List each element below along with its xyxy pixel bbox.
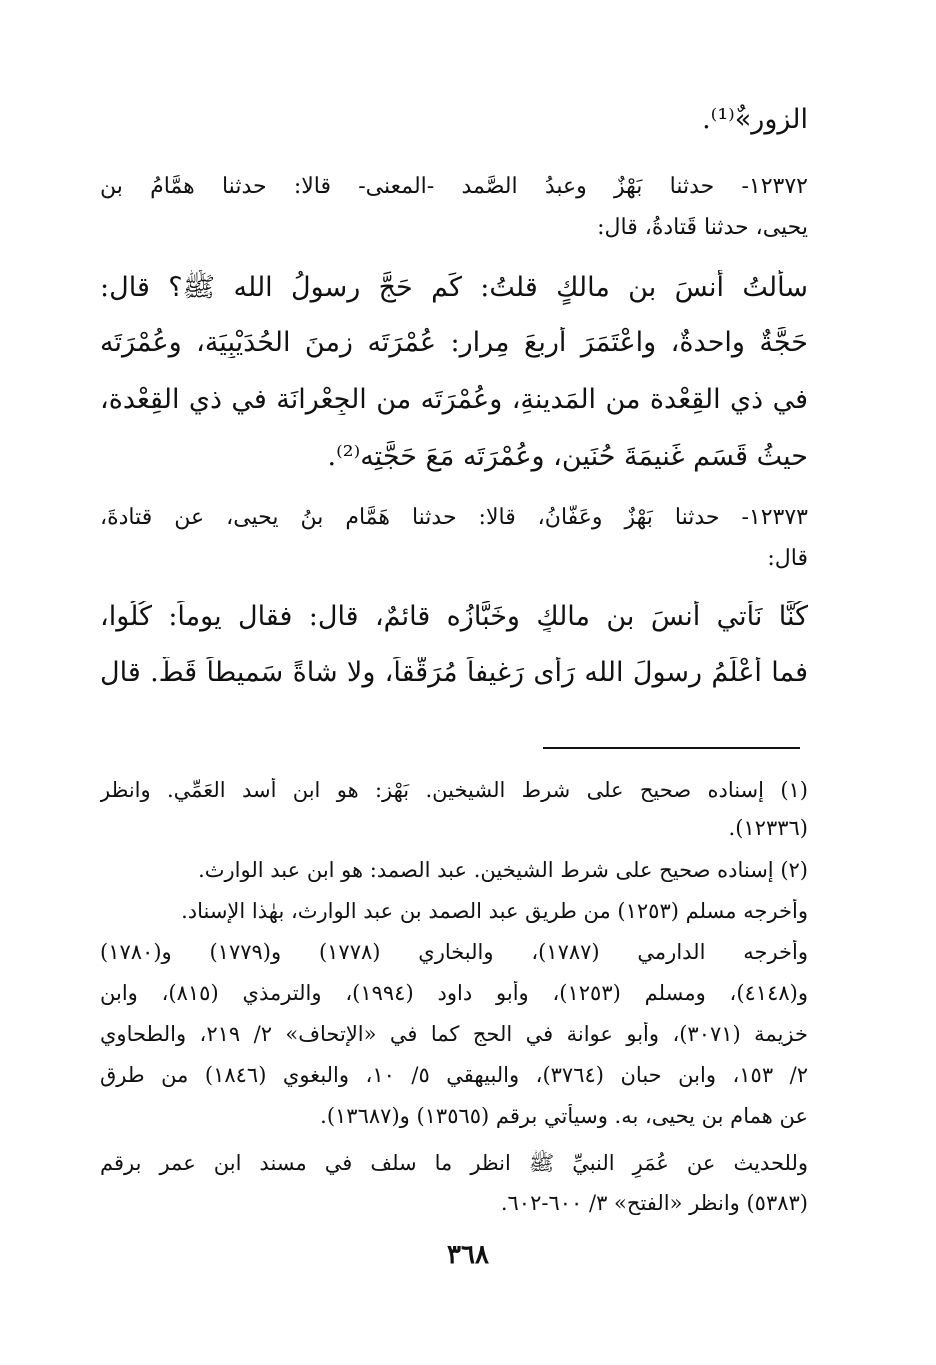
hadith-matn-line: في ذي القِعْدة من المَدينةِ، وعُمْرَتَه من الجِعْرانَة في ذي القِعْدة، bbox=[100, 384, 808, 415]
footnote-line: (٥٣٨٣) وانظر «الفتح» ٣/ ٦٠٠-٦٠٢. bbox=[500, 1191, 808, 1215]
footnote-line: (١) إسناده صحيح على شرط الشيخين. بَهْز: هو ابن أسد العَمِّي. وانظر bbox=[100, 778, 808, 802]
hadith-matn-line: سألتُ أنسَ بن مالكٍ قلتُ: كَم حَجَّ رسولُ الله ﷺ؟ قال: bbox=[100, 272, 808, 303]
hadith-isnad-12373-cont: قال: bbox=[767, 546, 808, 571]
footnote-line: (٢) إسناده صحيح على شرط الشيخين. عبد الصمد: هو ابن عبد الوارث. bbox=[198, 858, 808, 882]
footnote-line: وأخرجه الدارمي (١٧٨٧)، والبخاري (١٧٧٨) و(١٧٧٩) و(١٧٨٠) bbox=[100, 940, 808, 964]
footnote-line: (١٢٣٣٦). bbox=[728, 816, 808, 840]
hadith-isnad-12373: ١٢٣٧٣- حدثنا بَهْزٌ وعَفَّانُ، قالا: حدثنا هَمَّام بنُ يحيى، عن قتادةَ، bbox=[100, 505, 808, 530]
hadith-matn-line: حيثُ قَسَم غَنيمَةَ حُنَينٍ، وعُمْرَتَه مَعَ حَجَّتِه⁽²⁾. bbox=[327, 441, 808, 472]
page-number: ٣٦٨ bbox=[447, 1240, 489, 1270]
footnote-line: و(٤١٤٨)، ومسلم (١٢٥٣)، وأبو داود (١٩٩٤)، والترمذي (٨١٥)، وابن bbox=[100, 981, 808, 1005]
text-line: الزورِ»ٌ⁽¹⁾. bbox=[702, 104, 808, 135]
footnote-line: ٢/ ١٥٣، وابن حبان (٣٧٦٤)، والبيهقي ٥/ ١٠، والبغوي (١٨٤٦) من طرق bbox=[100, 1063, 808, 1087]
hadith-isnad-12372: ١٢٣٧٢- حدثنا بَهْزٌ وعبدُ الصَّمد -المعنى- قالا: حدثنا همَّامُ بن bbox=[100, 174, 808, 199]
footnote-line: وأخرجه مسلم (١٢٥٣) من طريق عبد الصمد بن عبد الوارث، بهٰذا الإسناد. bbox=[181, 899, 808, 923]
hadith-matn-line: كُنَّا نَأتي أنسَ بن مالكٍ وخَبَّازُه قائمٌ، قال: فقال يوماً: كُلُوا، bbox=[100, 601, 808, 632]
footnote-line: وللحديث عن عُمَرِ النبيِّ ﷺ انظر ما سلف في مسند ابن عمر برقم bbox=[100, 1151, 808, 1175]
hadith-matn-line: فما أَعْلَمُ رسولَ الله رَأَى رَغيفاً مُرَقَّقاً، ولا شاةً سَميطاً قَطُّ. قال bbox=[100, 657, 808, 688]
footnote-line: عن همام بن يحيى، به. وسيأتي برقم (١٣٥٦٥) و(١٣٦٨٧). bbox=[320, 1104, 808, 1128]
footnote-separator bbox=[543, 747, 800, 749]
footnote-line: خزيمة (٣٠٧١)، وأبو عوانة في الحج كما في «الإتحاف» ٢/ ٢١٩، والطحاوي bbox=[100, 1022, 808, 1046]
hadith-isnad-12372-cont: يحيى، حدثنا قَتادةُ، قال: bbox=[597, 215, 808, 240]
hadith-matn-line: حَجَّةٌ واحدةٌ، واعْتَمَرَ أَربعَ مِرارٍ: عُمْرَتَه زمنَ الحُدَيْبِيَة، وعُمْرَتَه bbox=[100, 327, 808, 358]
